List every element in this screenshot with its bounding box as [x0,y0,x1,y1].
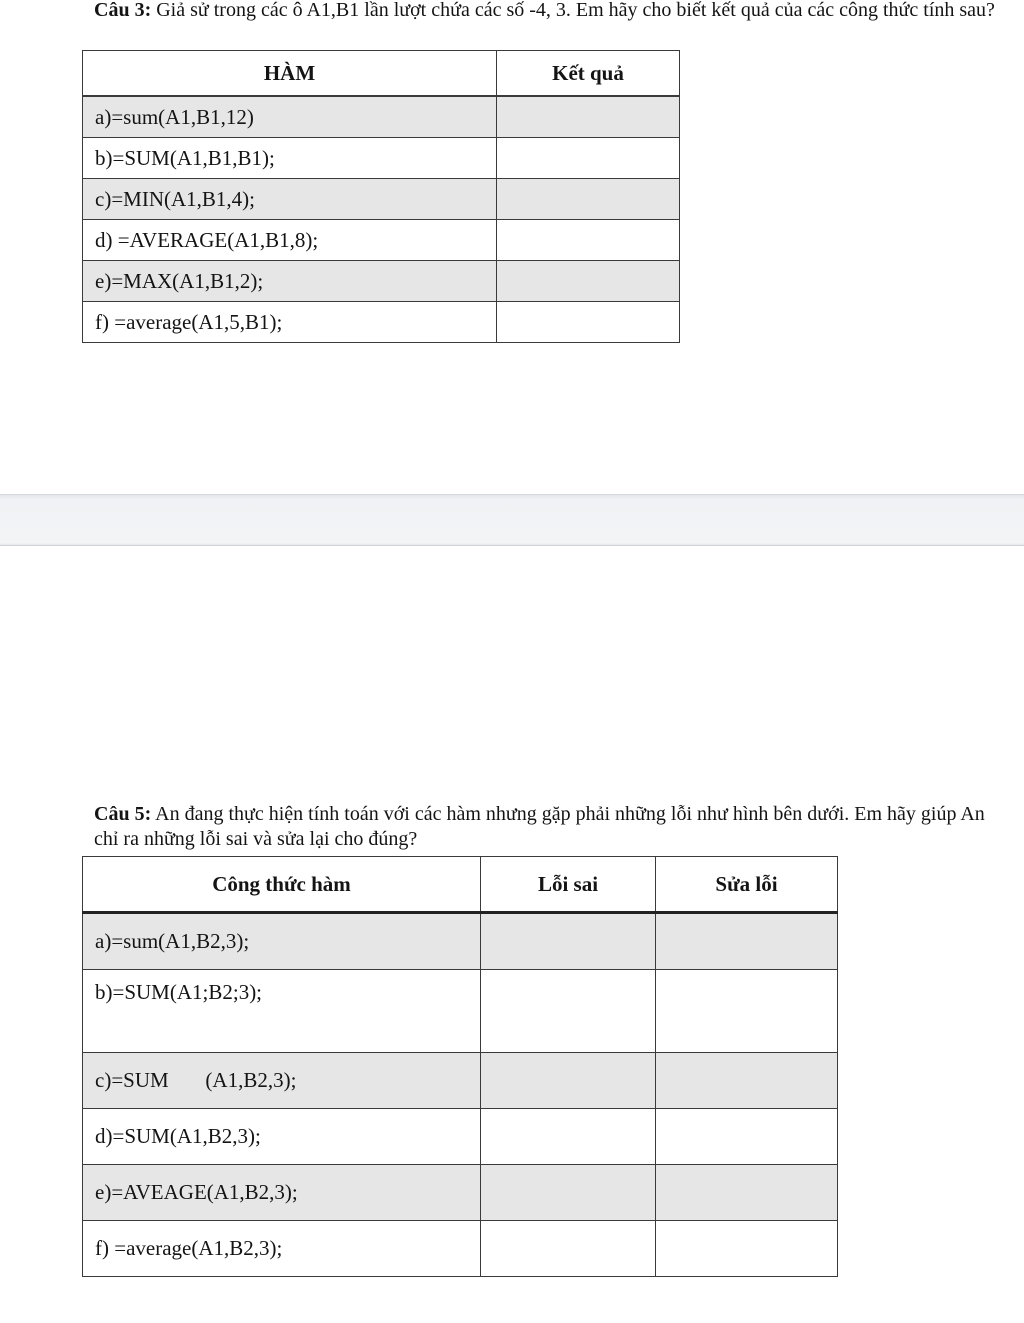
table-row [83,220,680,261]
error-cell[interactable] [481,1221,656,1277]
result-cell[interactable] [497,302,680,343]
header-fix: Sửa lỗi [656,857,838,913]
question-5-body: An đang thực hiện tính toán với các hàm nhưng gặp phải những lỗi như hình bên dưới. Em hãy giúp An chỉ ra những lỗi sai và sửa lại cho đúng? [94,803,985,850]
question-3-body: Giả sử trong các ô A1,B1 lần lượt chứa các số -4, 3. Em hãy cho biết kết quả của các công thức tính sau? [151,0,995,21]
question-3-table [82,50,680,343]
result-cell[interactable] [497,96,680,138]
formula-cell: a)=sum(A1,B1,12) [83,96,497,138]
formula-cell: e)=MAX(A1,B1,2); [83,261,497,302]
formula-cell: d)=SUM(A1,B2,3); [83,1109,481,1165]
fix-cell[interactable] [656,1221,838,1277]
formula-cell: e)=AVEAGE(A1,B2,3); [83,1165,481,1221]
formula-cell: b)=SUM(A1,B1,B1); [83,138,497,179]
table-row [83,138,680,179]
table-row [83,1053,838,1109]
error-cell[interactable] [481,970,656,1053]
header-function: HÀM [83,51,497,97]
fix-cell[interactable] [656,1109,838,1165]
result-cell[interactable] [497,220,680,261]
table-header-row [83,857,838,913]
table-row [83,261,680,302]
header-error: Lỗi sai [481,857,656,913]
question-5-table [82,856,838,1277]
table-row [83,1221,838,1277]
table-row [83,1109,838,1165]
fix-cell[interactable] [656,970,838,1053]
question-3-text [94,0,1014,23]
header-formula: Công thức hàm [83,857,481,913]
table-row [83,970,838,1053]
formula-cell: c)=MIN(A1,B1,4); [83,179,497,220]
error-cell[interactable] [481,1053,656,1109]
table-row [83,96,680,138]
error-cell[interactable] [481,1109,656,1165]
table-row [83,179,680,220]
formula-cell: d) =AVERAGE(A1,B1,8); [83,220,497,261]
table-row [83,913,838,970]
result-cell[interactable] [497,179,680,220]
fix-cell[interactable] [656,913,838,970]
formula-cell: c)=SUM (A1,B2,3); [83,1053,481,1109]
header-result: Kết quả [497,51,680,97]
fix-cell[interactable] [656,1165,838,1221]
page-break-divider [0,494,1024,546]
question-5-text [94,802,994,852]
result-cell[interactable] [497,138,680,179]
table-row [83,302,680,343]
formula-cell: a)=sum(A1,B2,3); [83,913,481,970]
formula-cell: f) =average(A1,5,B1); [83,302,497,343]
formula-cell: b)=SUM(A1;B2;3); [83,970,481,1053]
fix-cell[interactable] [656,1053,838,1109]
formula-cell: f) =average(A1,B2,3); [83,1221,481,1277]
result-cell[interactable] [497,261,680,302]
error-cell[interactable] [481,1165,656,1221]
question-5-label: Câu 5: [94,803,152,825]
table-header-row [83,51,680,97]
table-row [83,1165,838,1221]
error-cell[interactable] [481,913,656,970]
question-3-label: Câu 3: [94,0,152,21]
